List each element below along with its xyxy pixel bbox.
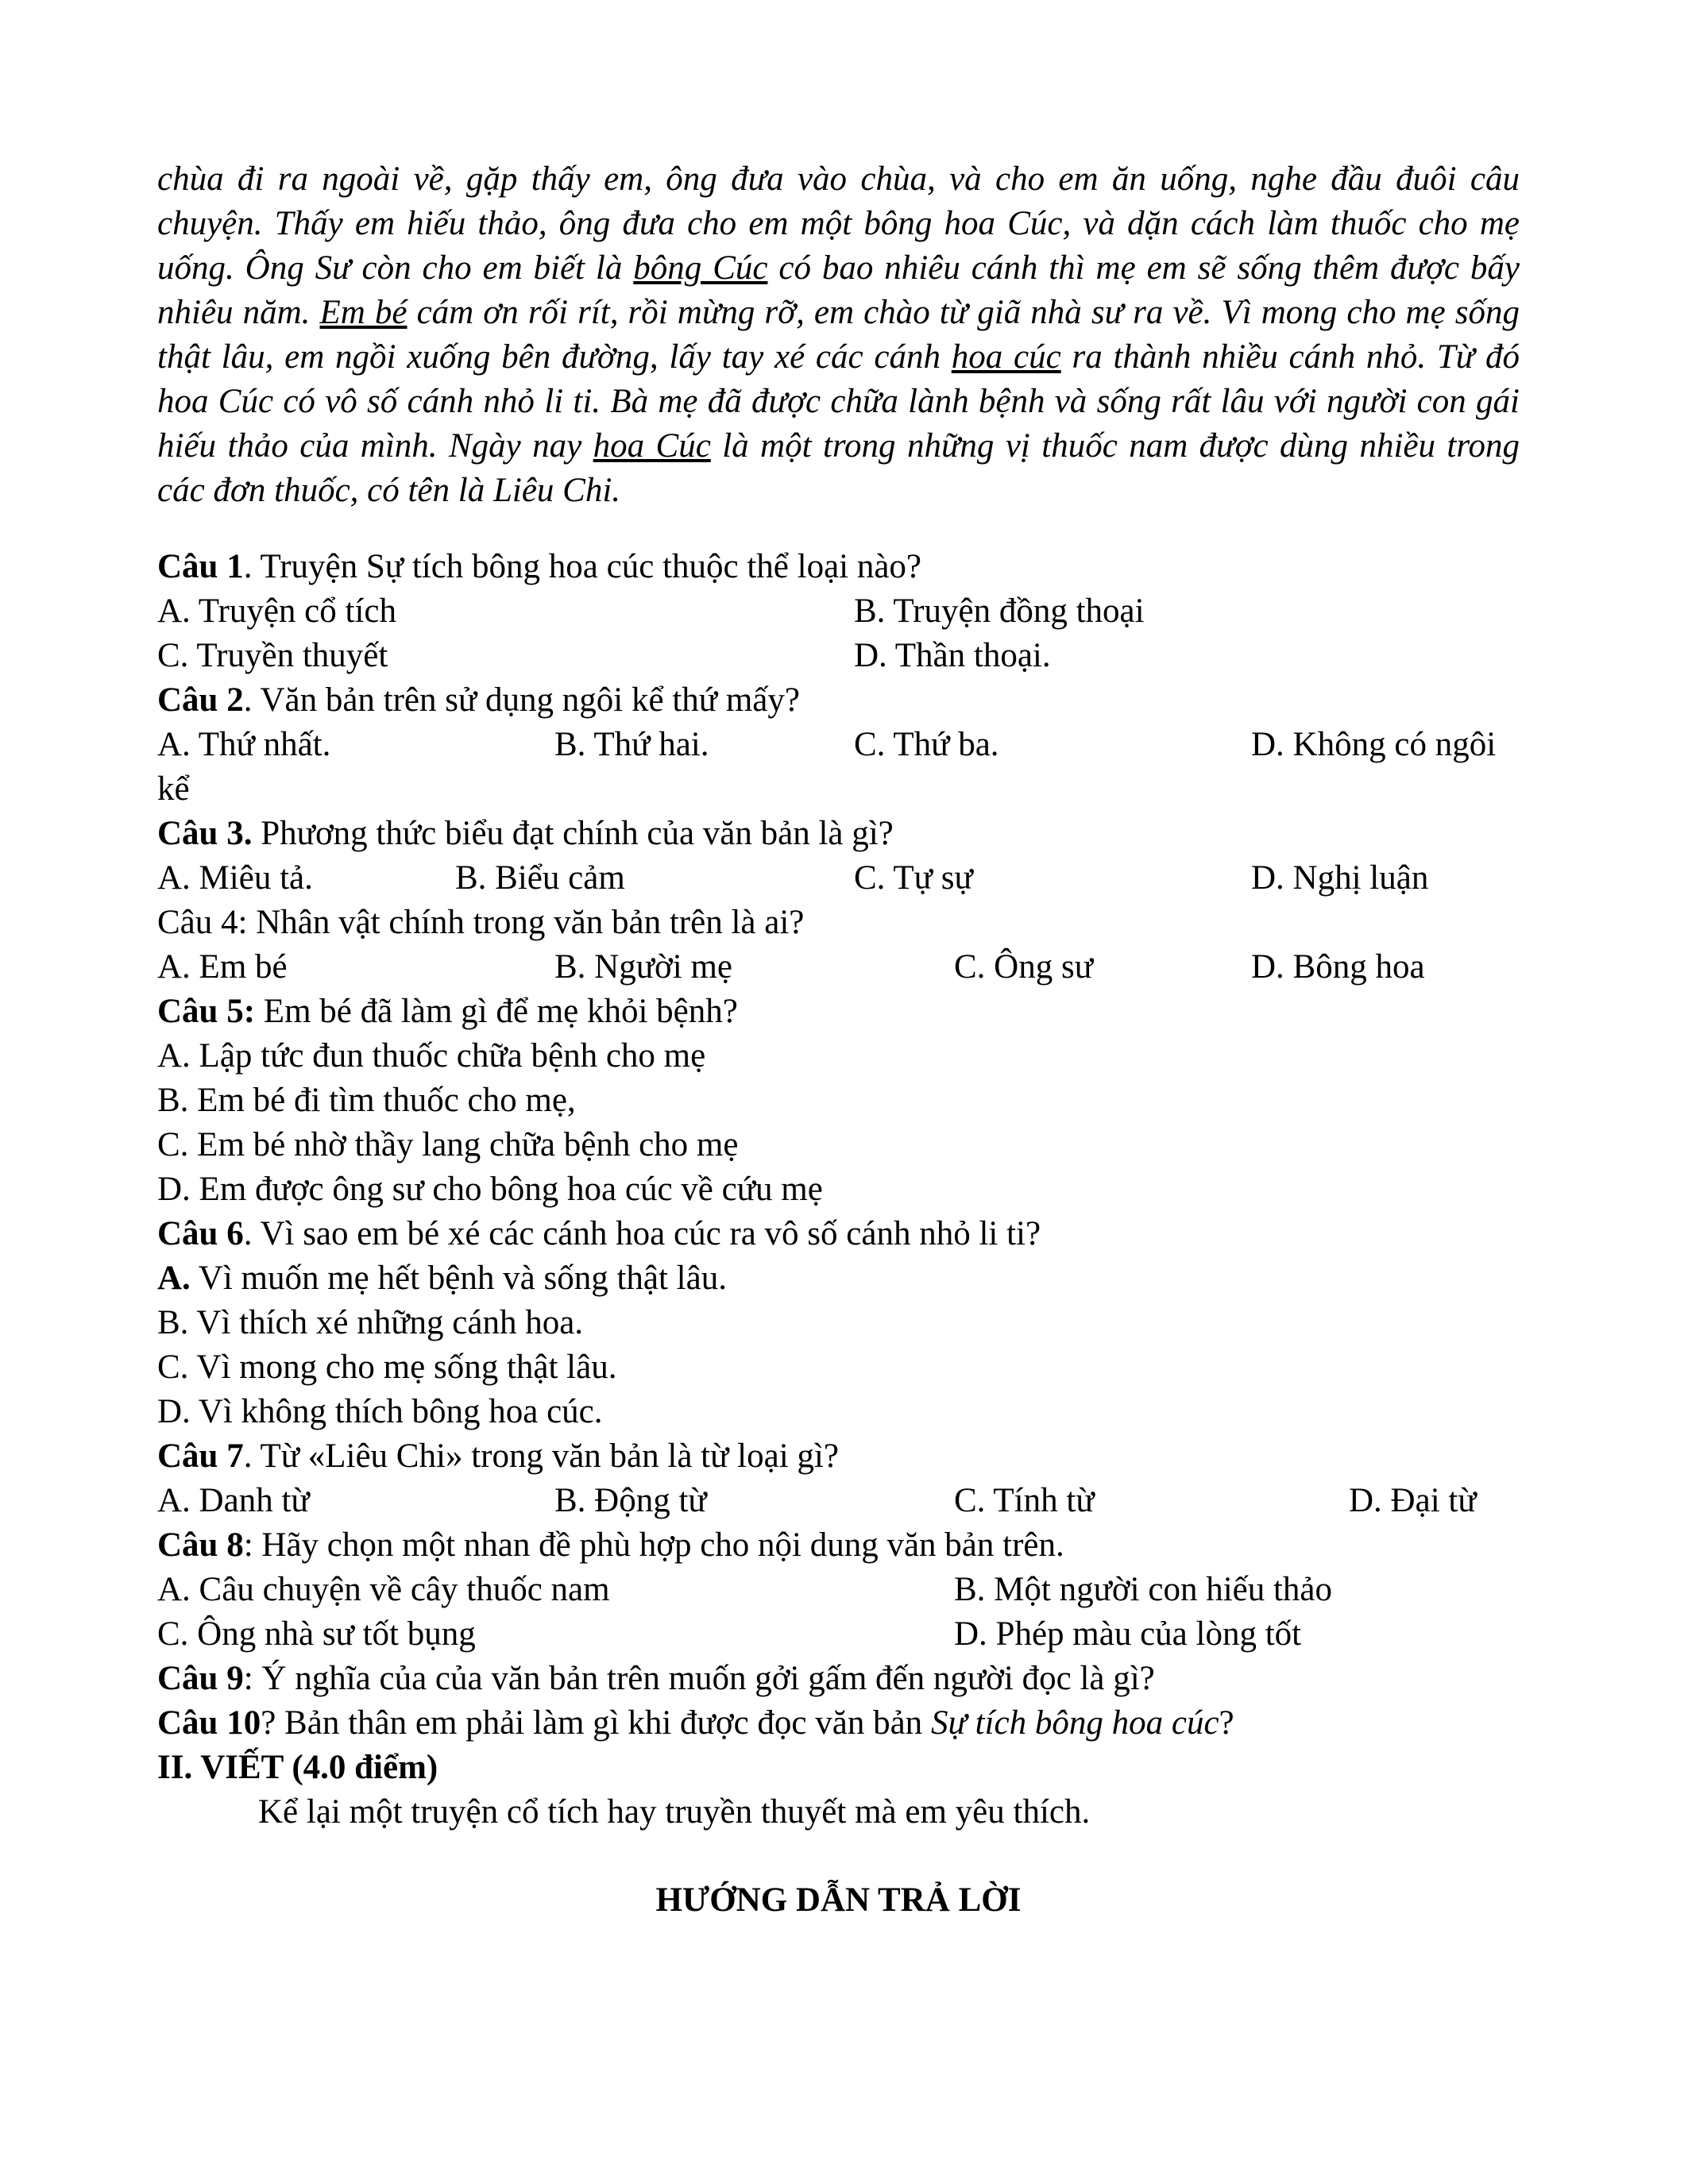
option-d: D. Vì không thích bông hoa cúc. bbox=[157, 1393, 603, 1430]
underlined-phrase: hoa Cúc bbox=[593, 427, 711, 465]
answer-row bbox=[157, 723, 1520, 767]
option-b: B. Vì thích xé những cánh hoa. bbox=[157, 1304, 584, 1341]
question-6 bbox=[157, 1212, 1520, 1256]
option-d-continuation: kể bbox=[157, 770, 190, 808]
answer-row bbox=[157, 945, 1520, 990]
question-text: Phương thức biểu đạt chính của văn bản là gì? bbox=[252, 815, 894, 852]
question-8 bbox=[157, 1523, 1520, 1568]
option-a: A. Em bé bbox=[157, 948, 288, 986]
story-paragraph bbox=[157, 157, 1520, 513]
answer-row bbox=[157, 634, 1520, 678]
option-c: C. Ông sư bbox=[954, 948, 1094, 986]
document-page bbox=[157, 157, 1520, 1923]
question-text: : Ý nghĩa của của văn bản trên muốn gởi gấm đến người đọc là gì? bbox=[243, 1660, 1155, 1697]
option-a-letter: A. bbox=[157, 1260, 191, 1297]
option-b: B. Biểu cảm bbox=[455, 859, 625, 897]
question-text: Câu 4: Nhân vật chính trong văn bản trên là ai? bbox=[157, 904, 805, 941]
option-d: D. Bông hoa bbox=[1251, 948, 1425, 986]
option-a: A. Câu chuyện về cây thuốc nam bbox=[157, 1571, 610, 1608]
underlined-phrase: bông Cúc bbox=[633, 249, 768, 287]
option-d: D. Em được ông sư cho bông hoa cúc về cứu mẹ bbox=[157, 1171, 823, 1208]
story-text: có bao nhiêu cánh thì mẹ em sẽ sống thêm được bấy nhiêu năm. bbox=[157, 249, 1520, 331]
option-b: B. Động từ bbox=[554, 1482, 707, 1519]
question-label: Câu 6 bbox=[157, 1215, 244, 1252]
answer-row bbox=[157, 589, 1520, 634]
question-10 bbox=[157, 1701, 1520, 1746]
question-5 bbox=[157, 990, 1520, 1034]
question-text: . Văn bản trên sử dụng ngôi kể thứ mấy? bbox=[243, 681, 800, 719]
option-b: B. Em bé đi tìm thuốc cho mẹ, bbox=[157, 1082, 576, 1119]
question-text: . Từ «Liêu Chi» trong văn bản là từ loại gì? bbox=[243, 1437, 839, 1475]
question-text: . Vì sao em bé xé các cánh hoa cúc ra vô số cánh nhỏ li ti? bbox=[243, 1215, 1041, 1252]
option-c: C. Vì mong cho mẹ sống thật lâu. bbox=[157, 1349, 617, 1386]
answer-row bbox=[157, 856, 1520, 901]
question-text: ? Bản thân em phải làm gì khi được đọc văn bản bbox=[261, 1704, 931, 1742]
option-b: B. Thứ hai. bbox=[554, 726, 709, 763]
question-label: Câu 2 bbox=[157, 681, 244, 719]
question-label: Câu 5: bbox=[157, 993, 256, 1030]
question-1 bbox=[157, 545, 1520, 589]
answer-row-continuation bbox=[157, 767, 1520, 812]
option-d: D. Đại từ bbox=[1349, 1482, 1477, 1519]
question-text: Em bé đã làm gì để mẹ khỏi bệnh? bbox=[255, 993, 738, 1030]
question-label: Câu 9 bbox=[157, 1660, 244, 1697]
option-d: D. Phép màu của lòng tốt bbox=[954, 1615, 1302, 1653]
option-c: C. Truyền thuyết bbox=[157, 637, 388, 674]
option-c: C. Thứ ba. bbox=[854, 726, 999, 763]
answer-row bbox=[157, 1612, 1520, 1657]
answer-row bbox=[157, 1568, 1520, 1612]
option-d: D. Nghị luận bbox=[1251, 859, 1429, 897]
story-text: là một trong những vị thuốc nam được dùng nhiều trong các đơn thuốc, có tên là Liêu Chi. bbox=[157, 427, 1520, 509]
question-7 bbox=[157, 1434, 1520, 1479]
underlined-phrase: hoa cúc bbox=[951, 338, 1061, 376]
story-text: chùa đi ra ngoài về, gặp thấy em, ông đưa vào chùa, và cho em ăn uống, nghe đầu đuôi câu chuyện. Thấy em hiếu thảo, ông đưa cho em một bông hoa Cúc, và dặn cách làm thuốc cho mẹ uống. Ông Sư còn cho em biết là bbox=[157, 160, 1520, 287]
option-d: D. Không có ngôi bbox=[1251, 726, 1497, 763]
option-a: A. Miêu tả. bbox=[157, 859, 313, 897]
question-2 bbox=[157, 678, 1520, 723]
question-9 bbox=[157, 1657, 1520, 1701]
question-text-end: ? bbox=[1219, 1704, 1234, 1742]
question-label: Câu 3. bbox=[157, 815, 253, 852]
option-a bbox=[157, 1256, 1520, 1301]
question-text: . Truyện Sự tích bông hoa cúc thuộc thể loại nào? bbox=[243, 548, 922, 585]
question-label: Câu 7 bbox=[157, 1437, 244, 1475]
option-c: C. Tính từ bbox=[954, 1482, 1095, 1519]
writing-section-heading: II. VIẾT (4.0 điểm) bbox=[157, 1749, 438, 1786]
answer-guide-title: HƯỚNG DẪN TRẢ LỜI bbox=[655, 1881, 1022, 1919]
questions-section bbox=[157, 545, 1520, 1835]
option-b: B. Một người con hiếu thảo bbox=[954, 1571, 1333, 1608]
option-a: A. Danh từ bbox=[157, 1482, 310, 1519]
story-title-italic: Sự tích bông hoa cúc bbox=[930, 1704, 1219, 1742]
option-a: A. Thứ nhất. bbox=[157, 726, 331, 763]
option-c: C. Ông nhà sư tốt bụng bbox=[157, 1615, 476, 1653]
story-text: cám ơn rối rít, rồi mừng rỡ, em chào từ giã nhà sư ra về. Vì mong cho mẹ sống thật lâu, em ngồi xuống bên đường, lấy tay xé các cánh bbox=[157, 294, 1520, 376]
option-b: B. Người mẹ bbox=[554, 948, 733, 986]
option-d: D. Thần thoại. bbox=[854, 637, 1051, 674]
option-b: B. Truyện đồng thoại bbox=[854, 592, 1145, 630]
option-c: C. Em bé nhờ thầy lang chữa bệnh cho mẹ bbox=[157, 1126, 739, 1163]
question-label: Câu 8 bbox=[157, 1526, 244, 1564]
writing-prompt: Kể lại một truyện cổ tích hay truyền thuyết mà em yêu thích. bbox=[258, 1793, 1091, 1831]
question-label: Câu 1 bbox=[157, 548, 244, 585]
option-a-text: Vì muốn mẹ hết bệnh và sống thật lâu. bbox=[190, 1260, 727, 1297]
option-a: A. Truyện cổ tích bbox=[157, 592, 396, 630]
question-text: : Hãy chọn một nhan đề phù hợp cho nội dung văn bản trên. bbox=[243, 1526, 1064, 1564]
option-c: C. Tự sự bbox=[854, 859, 973, 897]
question-4 bbox=[157, 901, 1520, 945]
question-label: Câu 10 bbox=[157, 1704, 261, 1742]
question-3 bbox=[157, 812, 1520, 856]
option-a: A. Lập tức đun thuốc chữa bệnh cho mẹ bbox=[157, 1037, 706, 1075]
underlined-phrase: Em bé bbox=[319, 294, 408, 331]
story-text: ra thành nhiều cánh nhỏ. Từ đó hoa Cúc có vô số cánh nhỏ li ti. Bà mẹ đã được chữa lành bệnh và sống rất lâu với người con gái hiếu thảo của mình. Ngày nay bbox=[157, 338, 1520, 465]
answer-row bbox=[157, 1479, 1520, 1523]
